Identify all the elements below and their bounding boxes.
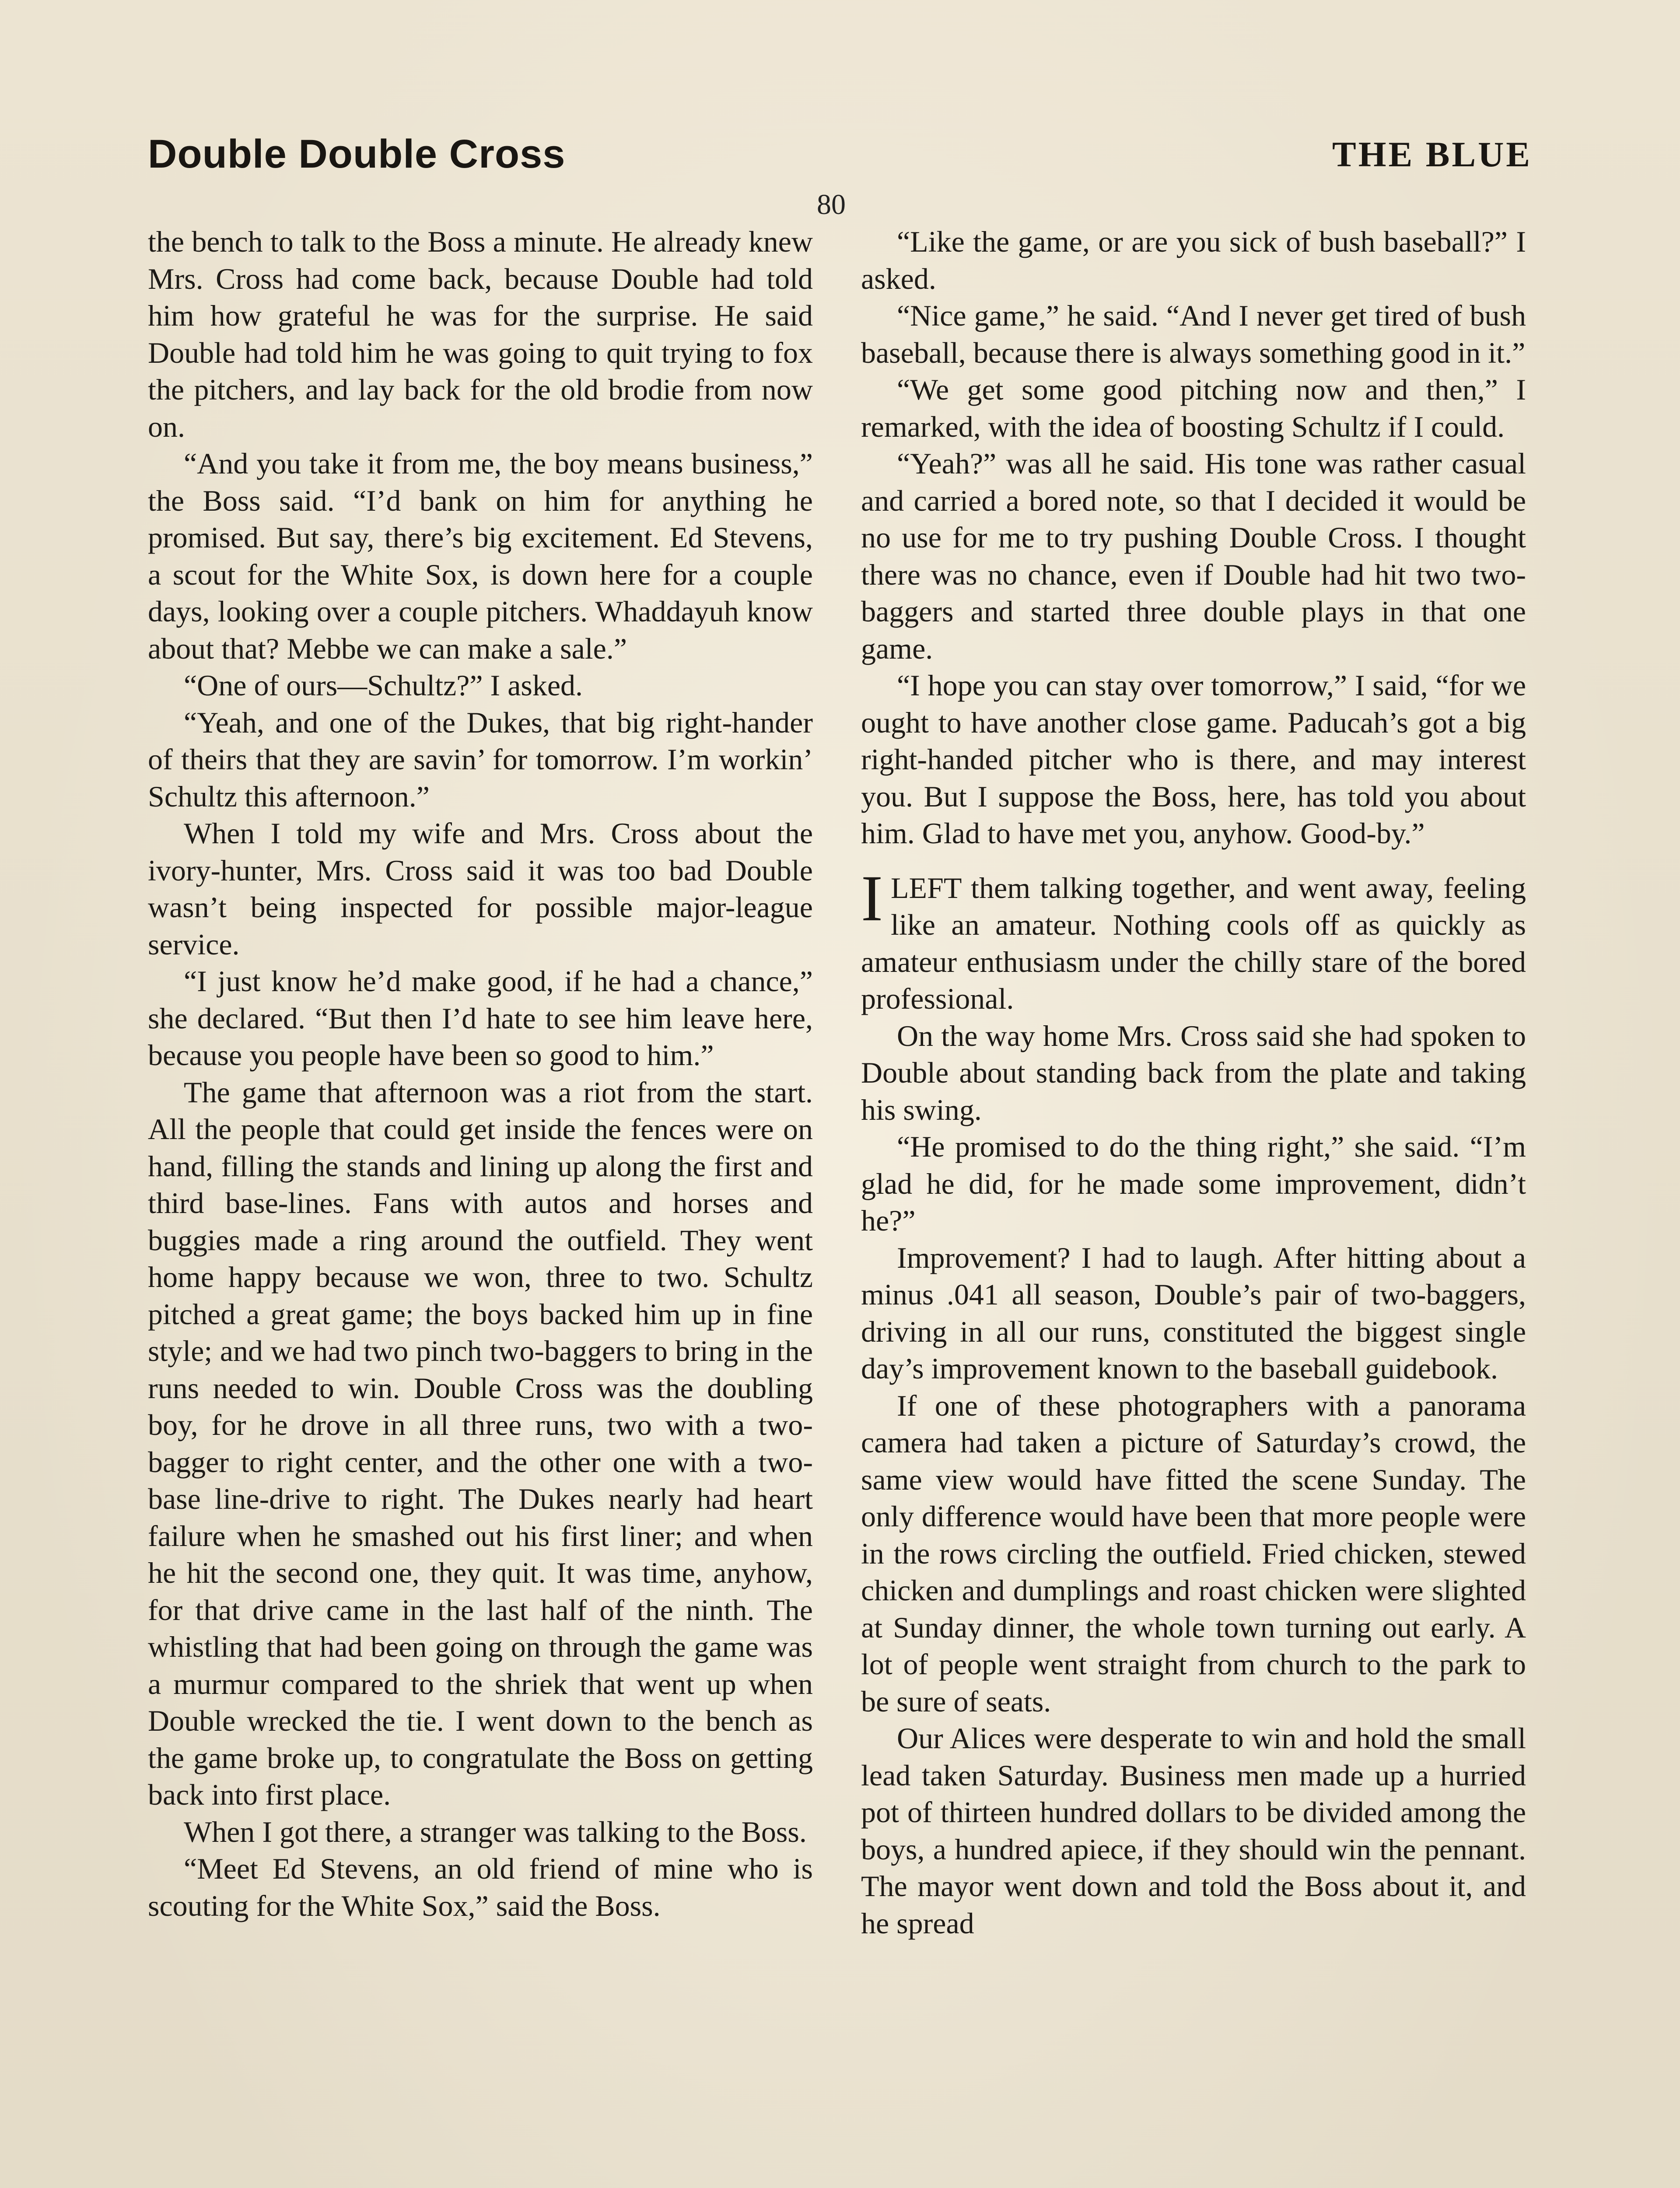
paragraph: “Nice game,” he said. “And I never get tired of bush baseball, because there is always something good in it.” [861,299,1526,369]
paragraph: “And you take it from me, the boy means business,” the Boss said. “I’d bank on him for anything he promised. But say, there’s big excitement. Ed Stevens, a scout for the White Sox, is down here for a couple days, looking over a couple pitchers. Whaddayuh know about that? Mebbe we can make a sale.” [148,447,813,665]
paragraph: When I got there, a stranger was talking to the Boss. [184,1815,807,1848]
magazine-title: THE BLUE [1332,134,1532,174]
paragraph: Our Alices were desperate to win and hold the small lead taken Saturday. Business men made up a hurried pot of thirteen hundred dollars to be divided among the boys, a hundred apiece, if they should win the pennant. The mayor went down and told the Boss about it, and he spread [861,1722,1526,1940]
left-column [148,223,813,1924]
story-title: Double Double Cross [148,132,566,176]
paragraph: On the way home Mrs. Cross said she had spoken to Double about standing back from the plate and taking his swing. [861,1019,1526,1126]
paragraph: “I hope you can stay over tomorrow,” I said, “for we ought to have another close game. Paducah’s got a big right-handed pitcher who is there, and may interest you. But I suppose the Boss, here, has told you about him. Glad to have met you, anyhow. Good-by.” [861,669,1526,850]
paragraph: Improvement? I had to laugh. After hitting about a minus .041 all season, Double’s pair of two-baggers, driving in all our runs, constituted the biggest single day’s improvement known to the baseball guidebook. [861,1241,1526,1385]
text-columns [148,223,1535,2188]
paragraph: “We get some good pitching now and then,” I remarked, with the idea of boosting Schultz if I could. [861,373,1526,443]
page-number: 80 [817,189,846,221]
paragraph: The game that afternoon was a riot from the start. All the people that could get inside the fences were on hand, filling the stands and lining up along the first and third base-lines. Fans with autos and horses and buggies made a ring around the outfield. They went home happy because we won, three to two. Schultz pitched a great game; the boys backed him up in fine style; and we had two pinch two-baggers to bring in the runs needed to win. Double Cross was the doubling boy, for he drove in all three runs, two with a two-bagger to right center, and the other one with a two-base line-drive to right. The Dukes nearly had heart failure when he smashed out his first liner; and when he hit the second one, they quit. It was time, anyhow, for that drive came in the last half of the ninth. The whistling that had been going on through the game was a murmur compared to the shriek that went up when Double wrecked the tie. I went down to the bench as the game broke up, to congratulate the Boss on getting back into first place. [148,1075,813,1811]
drop-cap: I [861,862,883,935]
paragraph: “Meet Ed Stevens, an old friend of mine who is scouting for the White Sox,” said the Boss. [148,1852,813,1922]
section-break-paragraph [861,862,1526,1017]
paragraph: When I told my wife and Mrs. Cross about the ivory-hunter, Mrs. Cross said it was too bad Double wasn’t being inspected for possible major-league service. [148,817,813,961]
paragraph: If one of these photographers with a panorama camera had taken a picture of Saturday’s crowd, the same view would have fitted the scene Sunday. The only difference would have been that more people were in the rows circling the outfield. Fried chicken, stewed chicken and dumplings and roast chicken were slighted at Sunday dinner, the whole town turning out early. A lot of people went straight from church to the park to be sure of seats. [861,1389,1526,1718]
right-column [861,223,1526,1942]
paragraph: the bench to talk to the Boss a minute. He already knew Mrs. Cross had come back, because Double had told him how grateful he was for the surprise. He said Double had told him he was going to quit trying to fox the pitchers, and lay back for the old brodie from now on. [148,225,813,443]
paragraph: “He promised to do the thing right,” she said. “I’m glad he did, for he made some improvement, didn’t he?” [861,1130,1526,1237]
page-header [148,131,1532,193]
paragraph: “Yeah, and one of the Dukes, that big right-hander of theirs that they are savin’ for tomorrow. I’m workin’ Schultz this afternoon.” [148,705,813,813]
paragraph: “Like the game, or are you sick of bush baseball?” I asked. [861,225,1526,295]
paragraph: “One of ours—Schultz?” I asked. [184,669,583,702]
dropcap-paragraph-text: LEFT them talking together, and went away, feeling like an amateur. Nothing cools off as quickly as amateur enthusiasm under the chilly stare of the bored professional. [861,871,1526,1015]
paragraph: “Yeah?” was all he said. His tone was rather casual and carried a bored note, so that I decided it would be no use for me to try pushing Double Cross. I thought there was no chance, even if Double had hit two two-baggers and started three double plays in that one game. [861,447,1526,665]
paragraph: “I just know he’d make good, if he had a chance,” she declared. “But then I’d hate to see him leave here, because you people have been so good to him.” [148,964,813,1072]
